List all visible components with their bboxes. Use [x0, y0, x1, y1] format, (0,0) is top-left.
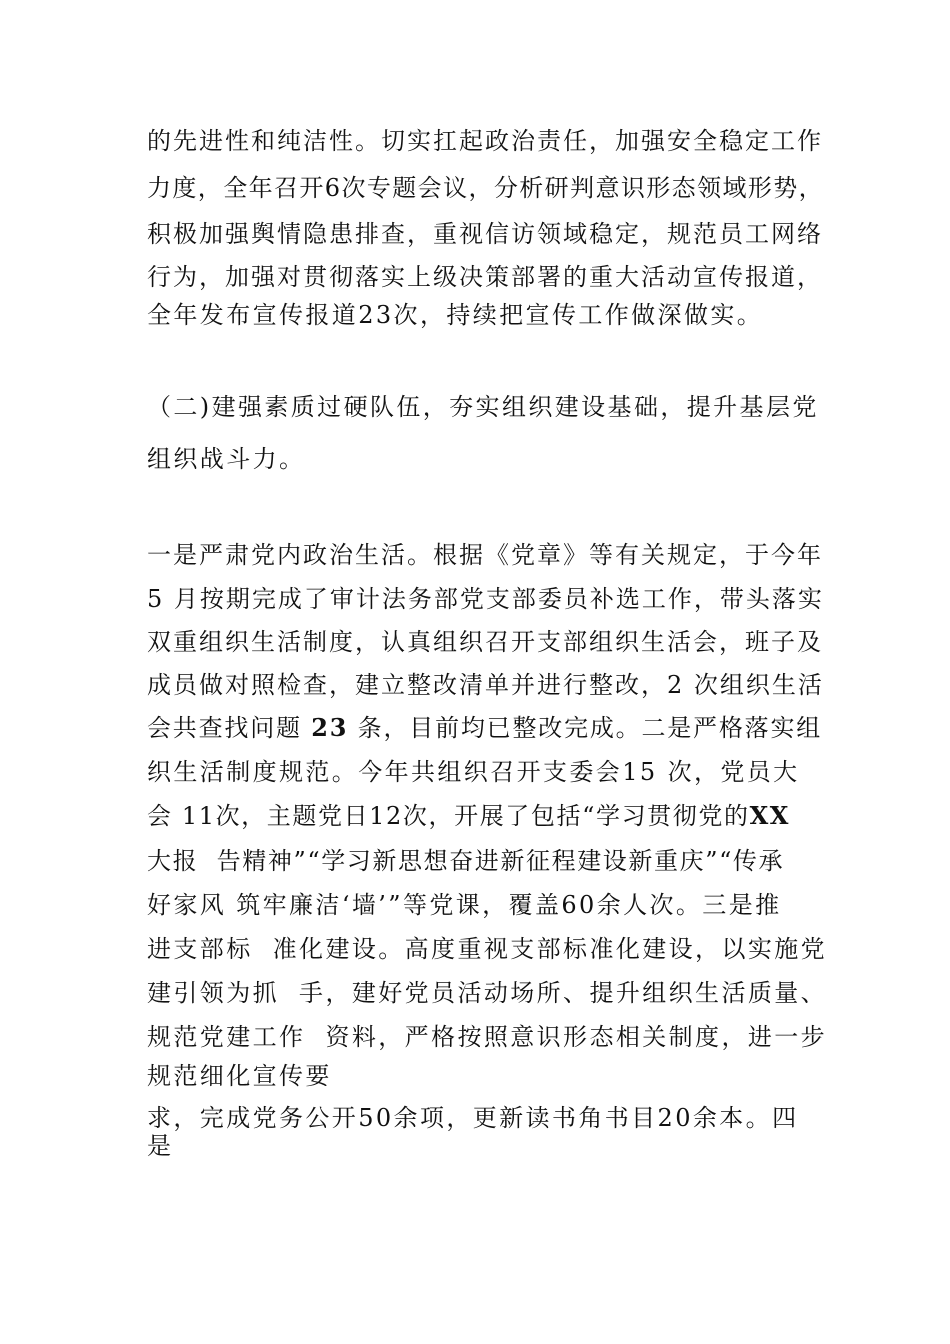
paragraph-line: 成员做对照检查，建立整改清单并进行整改，2 次组织生活 — [147, 671, 824, 699]
paragraph-line: 大报 告精神”“学习新思想奋进新征程建设新重庆”“传承 — [147, 847, 785, 875]
paragraph-line: 的先进性和纯洁性。切实扛起政治责任，加强安全稳定工作 — [147, 127, 823, 155]
paragraph-line: 好家风 筑牢廉洁‘墙’”等党课，覆盖60余人次。三是推 — [147, 891, 782, 919]
paragraph-line: 行为，加强对贯彻落实上级决策部署的重大活动宣传报道， — [147, 263, 823, 291]
section-heading-line: （二)建强素质过硬队伍，夯实组织建设基础，提升基层党 — [147, 393, 819, 421]
paragraph-line: 求，完成党务公开50余项，更新读书角书目20余本。四 — [147, 1104, 799, 1132]
paragraph-line: 织生活制度规范。今年共组织召开支委会15 次，党员大 — [147, 758, 800, 786]
paragraph-line: 进支部标 准化建设。高度重视支部标准化建设，以实施党 — [147, 935, 828, 963]
paragraph-line: 规范党建工作 资料，严格按照意识形态相关制度，进一步 — [147, 1023, 828, 1051]
bold-number: 23 — [311, 713, 349, 742]
paragraph-line: 积极加强舆情隐患排查，重视信访领域稳定，规范员工网络 — [147, 220, 823, 248]
paragraph-line: 建引领为抓 手，建好党员活动场所、提升组织生活质量、 — [147, 979, 828, 1007]
section-heading-line: 组织战斗力。 — [147, 445, 306, 473]
paragraph-line — [147, 801, 827, 831]
paragraph-line: 5 月按期完成了审计法务部党支部委员补选工作，带头落实 — [147, 585, 824, 613]
paragraph-line: 是 — [147, 1132, 174, 1160]
paragraph-line: 双重组织生活制度，认真组织召开支部组织生活会，班子及 — [147, 628, 823, 656]
text-run: 会共查找问题 — [147, 714, 312, 742]
text-run: 会 11次，主题党日12次，开展了包括“学习贯彻党的 — [147, 802, 750, 830]
paragraph-line: 力度，全年召开6次专题会议，分析研判意识形态领域形势， — [147, 174, 825, 202]
paragraph-line: 规范细化宣传要 — [147, 1062, 332, 1090]
paragraph-line: 一是严肃党内政治生活。根据《党章》等有关规定，于今年 — [147, 541, 823, 569]
paragraph-line — [147, 713, 827, 743]
paragraph-line: 全年发布宣传报道23次，持续把宣传工作做深做实。 — [147, 301, 764, 329]
bold-text: XX — [749, 801, 791, 830]
text-run: 条，目前均已整改完成。二是严格落实组 — [348, 714, 823, 742]
